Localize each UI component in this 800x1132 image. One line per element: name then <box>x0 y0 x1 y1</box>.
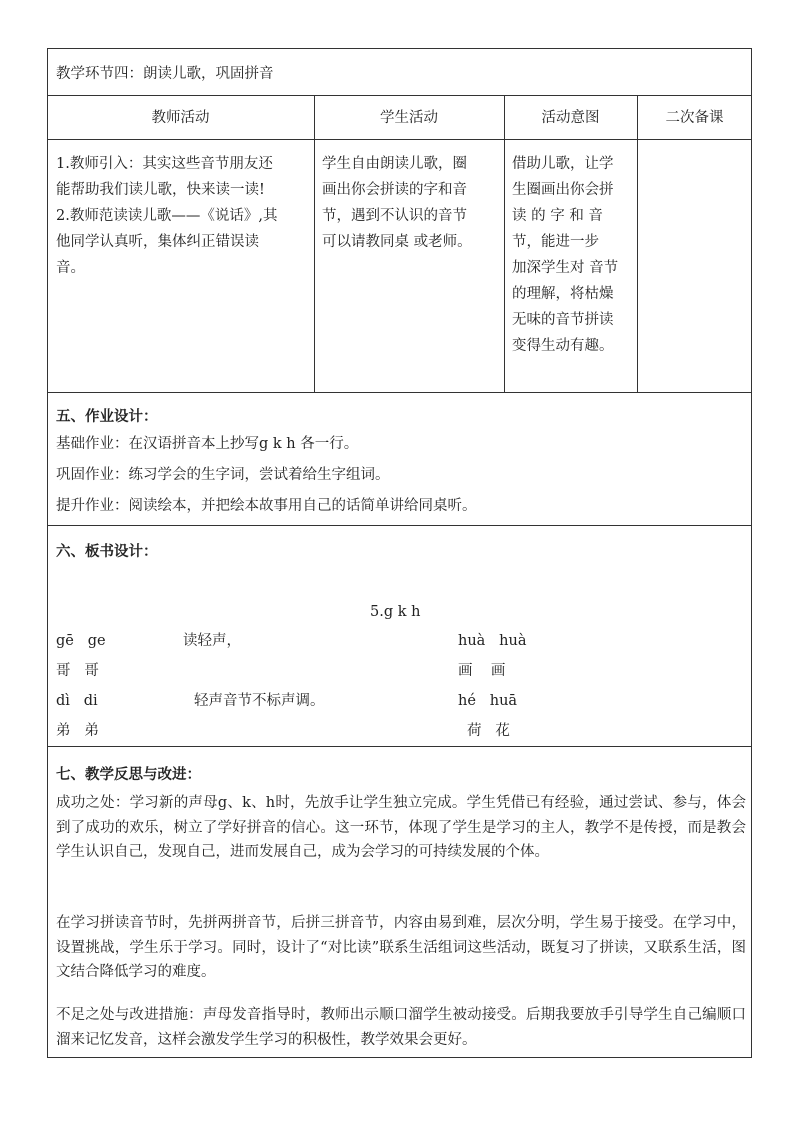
board-note: 读轻声， <box>183 633 241 649</box>
divider <box>47 95 752 96</box>
board-note: 轻声音节不标声调。 <box>194 693 325 709</box>
reflection-improvement: 不足之处与改进措施：声母发音指导时，教师出示顺口溜学生被动接受。后期我要放手引导学生自己编顺口溜来记忆发音，这样会激发学生学习的积极性，教学效果会更好。 <box>56 1007 746 1048</box>
column-divider <box>637 95 638 392</box>
text-line: 加深学生对 音节 <box>512 260 619 276</box>
divider <box>47 139 752 140</box>
text-line: 读 的 字 和 音 <box>512 208 603 224</box>
homework-consolidate: 巩固作业：练习学会的生字词，尝试着给生字组词。 <box>56 467 390 483</box>
divider <box>47 525 752 526</box>
reflection-title: 七、教学反思与改进： <box>56 766 201 783</box>
homework-basic: 基础作业：在汉语拼音本上抄写g k h 各一行。 <box>56 436 359 452</box>
board-pinyin-left: dì di <box>56 693 98 709</box>
column-divider <box>504 95 505 392</box>
column-divider <box>314 95 315 392</box>
board-center-title: 5.g k h <box>370 604 421 620</box>
text-line: 节，遇到不认识的音节 <box>322 208 467 224</box>
divider <box>47 746 752 747</box>
text-line: 画出你会拼读的字和音 <box>322 182 467 198</box>
text-line: 他同学认真听，集体纠正错误读 <box>56 234 259 250</box>
text-line: 可以请教同桌 或老师。 <box>322 234 472 250</box>
reflection-pinyin-practice: 在学习拼读音节时，先拼两拼音节，后拼三拼音节，内容由易到难，层次分明，学生易于接受。在学习中，设置挑战，学生乐于学习。同时，设计了“对比读”联系生活组词这些活动，既复习了拼读，又联系生活，图文结合降低学习的难度。 <box>56 915 746 980</box>
homework-title: 五、作业设计： <box>56 408 158 425</box>
text-line: 音。 <box>56 260 85 276</box>
board-title: 六、板书设计： <box>56 543 158 560</box>
board-pinyin-left: gē ge <box>56 633 106 649</box>
board-chars-left: 哥 哥 <box>56 663 99 679</box>
board-pinyin-right: huà huà <box>458 633 527 649</box>
section-title: 教学环节四：朗读儿歌，巩固拼音 <box>56 66 274 82</box>
text-line: 的理解，将枯燥 <box>512 286 614 302</box>
text-line: 2.教师范读读儿歌——《说话》,其 <box>56 208 278 224</box>
text-line: 无味的音节拼读 <box>512 312 614 328</box>
board-chars-right: 画 画 <box>458 663 506 679</box>
text-line: 节，能进一步 <box>512 234 599 250</box>
header-student-activity: 学生活动 <box>380 110 438 126</box>
board-chars-right: 荷 花 <box>467 723 510 739</box>
header-second-prep: 二次备课 <box>665 110 724 126</box>
divider <box>47 392 752 393</box>
homework-advanced: 提升作业：阅读绘本，并把绘本故事用自己的话简单讲给同桌听。 <box>56 498 477 514</box>
header-teacher-activity: 教师活动 <box>151 110 210 126</box>
text-line: 借助儿歌，让学 <box>512 156 614 172</box>
text-line: 生圈画出你会拼 <box>512 182 614 198</box>
text-line: 变得生动有趣。 <box>512 338 614 354</box>
reflection-success: 成功之处：学习新的声母g、k、h时，先放手让学生独立完成。学生凭借已有经验，通过尝试、参与，体会到了成功的欢乐，树立了学好拼音的信心。这一环节，体现了学生是学习的主人，教学不是传授，而是教会学生认识自己，发现自己，进而发展自己，成为会学习的可持续发展的个体。 <box>56 795 746 860</box>
board-pinyin-right: hé huā <box>458 693 518 709</box>
board-chars-left: 弟 弟 <box>56 723 99 739</box>
text-line: 1.教师引入：其实这些音节朋友还 <box>56 156 273 172</box>
text-line: 学生自由朗读儿歌，圈 <box>322 156 467 172</box>
text-line: 能帮助我们读儿歌，快来读一读! <box>56 182 265 198</box>
header-activity-purpose: 活动意图 <box>541 110 600 126</box>
